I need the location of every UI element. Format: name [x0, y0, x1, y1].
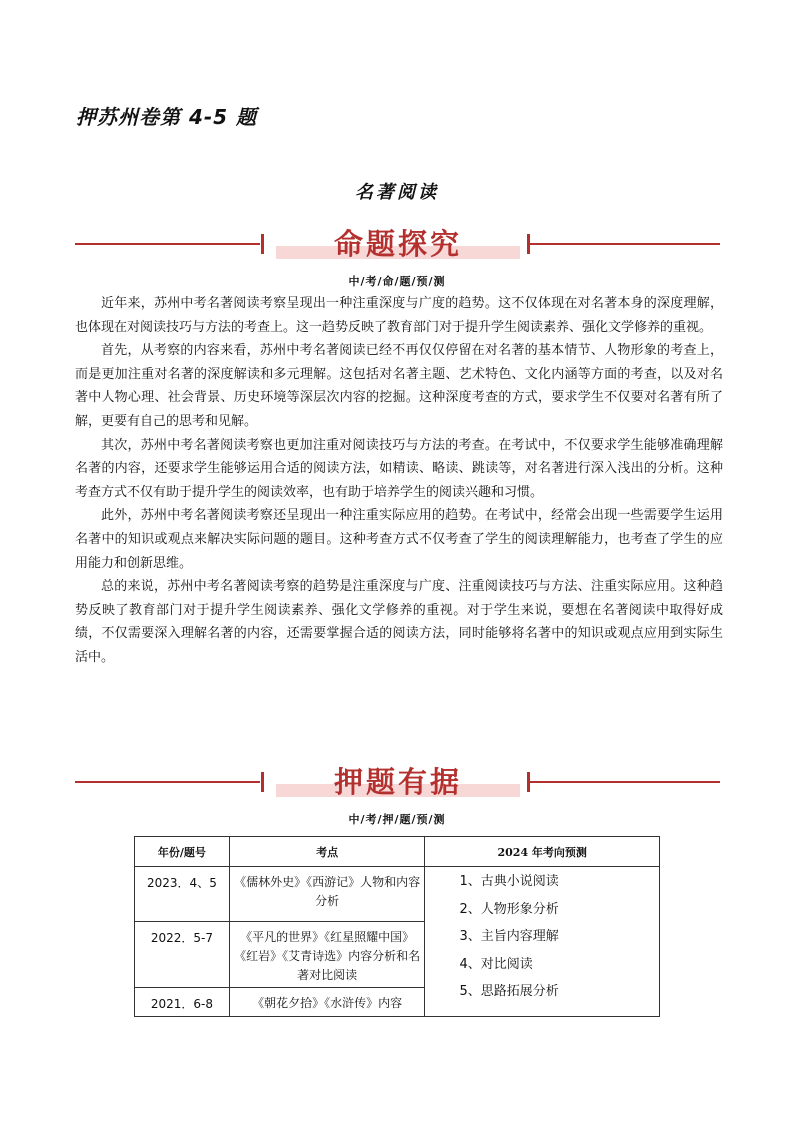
prediction-item: 4、对比阅读 [459, 956, 533, 972]
paragraph: 此外，苏州中考名著阅读考察还呈现出一种注重实际应用的趋势。在考试中，经常会出现一些需要学生运用名著中的知识或观点来解决实际问题的题目。这种考查方式不仅考查了学生的阅读理解能力，也考查了学生的应用能力和创新思维。 [75, 508, 723, 571]
column-header-forecast: 2024 年考向预测 [425, 837, 660, 867]
banner-cap-left [261, 772, 264, 792]
paragraph: 总的来说，苏州中考名著阅读考察的趋势是注重深度与广度、注重阅读技巧与方法、注重实际应用。这种趋势反映了教育部门对于提升学生阅读素养、强化文学修养的重视。对于学生来说，要想在名著阅读中取得好成绩，不仅需要深入理解名著的内容，还需要掌握合适的阅读方法，同时能够将名著中的知识或观点应用到实际生活中。 [75, 579, 723, 665]
prediction-item: 1、古典小说阅读 [459, 874, 559, 889]
banner-mingti-tanjiu [0, 226, 794, 266]
body-text [75, 292, 723, 670]
column-header-point: 考点 [229, 837, 425, 867]
table-cell-year: 2022．5-7 [135, 922, 230, 988]
banner-label: 命题探究 [333, 227, 462, 261]
table-header-row [135, 837, 660, 867]
banner-cap-left [261, 234, 264, 254]
banner-yati-youju [0, 764, 794, 804]
paragraph: 近年来，苏州中考名著阅读考察呈现出一种注重深度与广度的趋势。这不仅体现在对名著本身的深度理解，也体现在对阅读技巧与方法的考查上。这一趋势反映了教育部门对于提升学生阅读素养、强化文学修养的重视。 [75, 296, 723, 335]
banner-rule-left [75, 781, 260, 783]
table-cell-point: 《儒林外史》《西游记》人物和内容分析 [229, 867, 425, 922]
paragraph: 首先，从考察的内容来看，苏州中考名著阅读已经不再仅仅停留在对名著的基本情节、人物形象的考查上，而是更加注重对名著的深度解读和多元理解。这包括对名著主题、艺术特色、文化内涵等方面的考查，以及对名著中人物心理、社会背景、历史环境等深层次内容的挖掘。这种深度考查的方式，要求学生不仅要对名著有所了解，更要有自己的思考和见解。 [75, 343, 723, 429]
banner-label: 押题有据 [333, 765, 462, 799]
table-cell-point: 《平凡的世界》《红星照耀中国》《红岩》《艾青诗选》内容分析和名著对比阅读 [229, 922, 425, 988]
banner-rule-right [530, 243, 720, 245]
prediction-item: 5、思路拓展分析 [459, 984, 559, 999]
banner-rule-right [530, 781, 720, 783]
section-title: 名著阅读 [355, 182, 439, 203]
banner-subtitle: 中/考/押/题/预/测 [348, 813, 446, 826]
table-cell-predictions [425, 867, 660, 1017]
prediction-item: 2、人物形象分析 [459, 901, 559, 917]
table-row [135, 867, 660, 922]
paragraph: 其次，苏州中考名著阅读考察也更加注重对阅读技巧与方法的考查。在考试中，不仅要求学生能够准确理解名著的内容，还要求学生能够运用合适的阅读方法，如精读、略读、跳读等，对名著进行深入浅出的分析。这种考查方式不仅有助于提升学生的阅读效率，也有助于培养学生的阅读兴趣和习惯。 [75, 437, 723, 500]
prediction-item: 3、主旨内容理解 [459, 929, 559, 944]
page-title: 押苏州卷第 4-5 题 [76, 105, 258, 129]
column-header-year: 年份/题号 [135, 837, 230, 867]
table-cell-year: 2021．6-8 [135, 988, 230, 1017]
forecast-table [134, 836, 660, 1017]
table-cell-point: 《朝花夕拾》《水浒传》内容 [229, 988, 425, 1017]
banner-subtitle: 中/考/命/题/预/测 [348, 275, 446, 288]
table-cell-year: 2023．4、5 [135, 867, 230, 922]
banner-rule-left [75, 243, 260, 245]
